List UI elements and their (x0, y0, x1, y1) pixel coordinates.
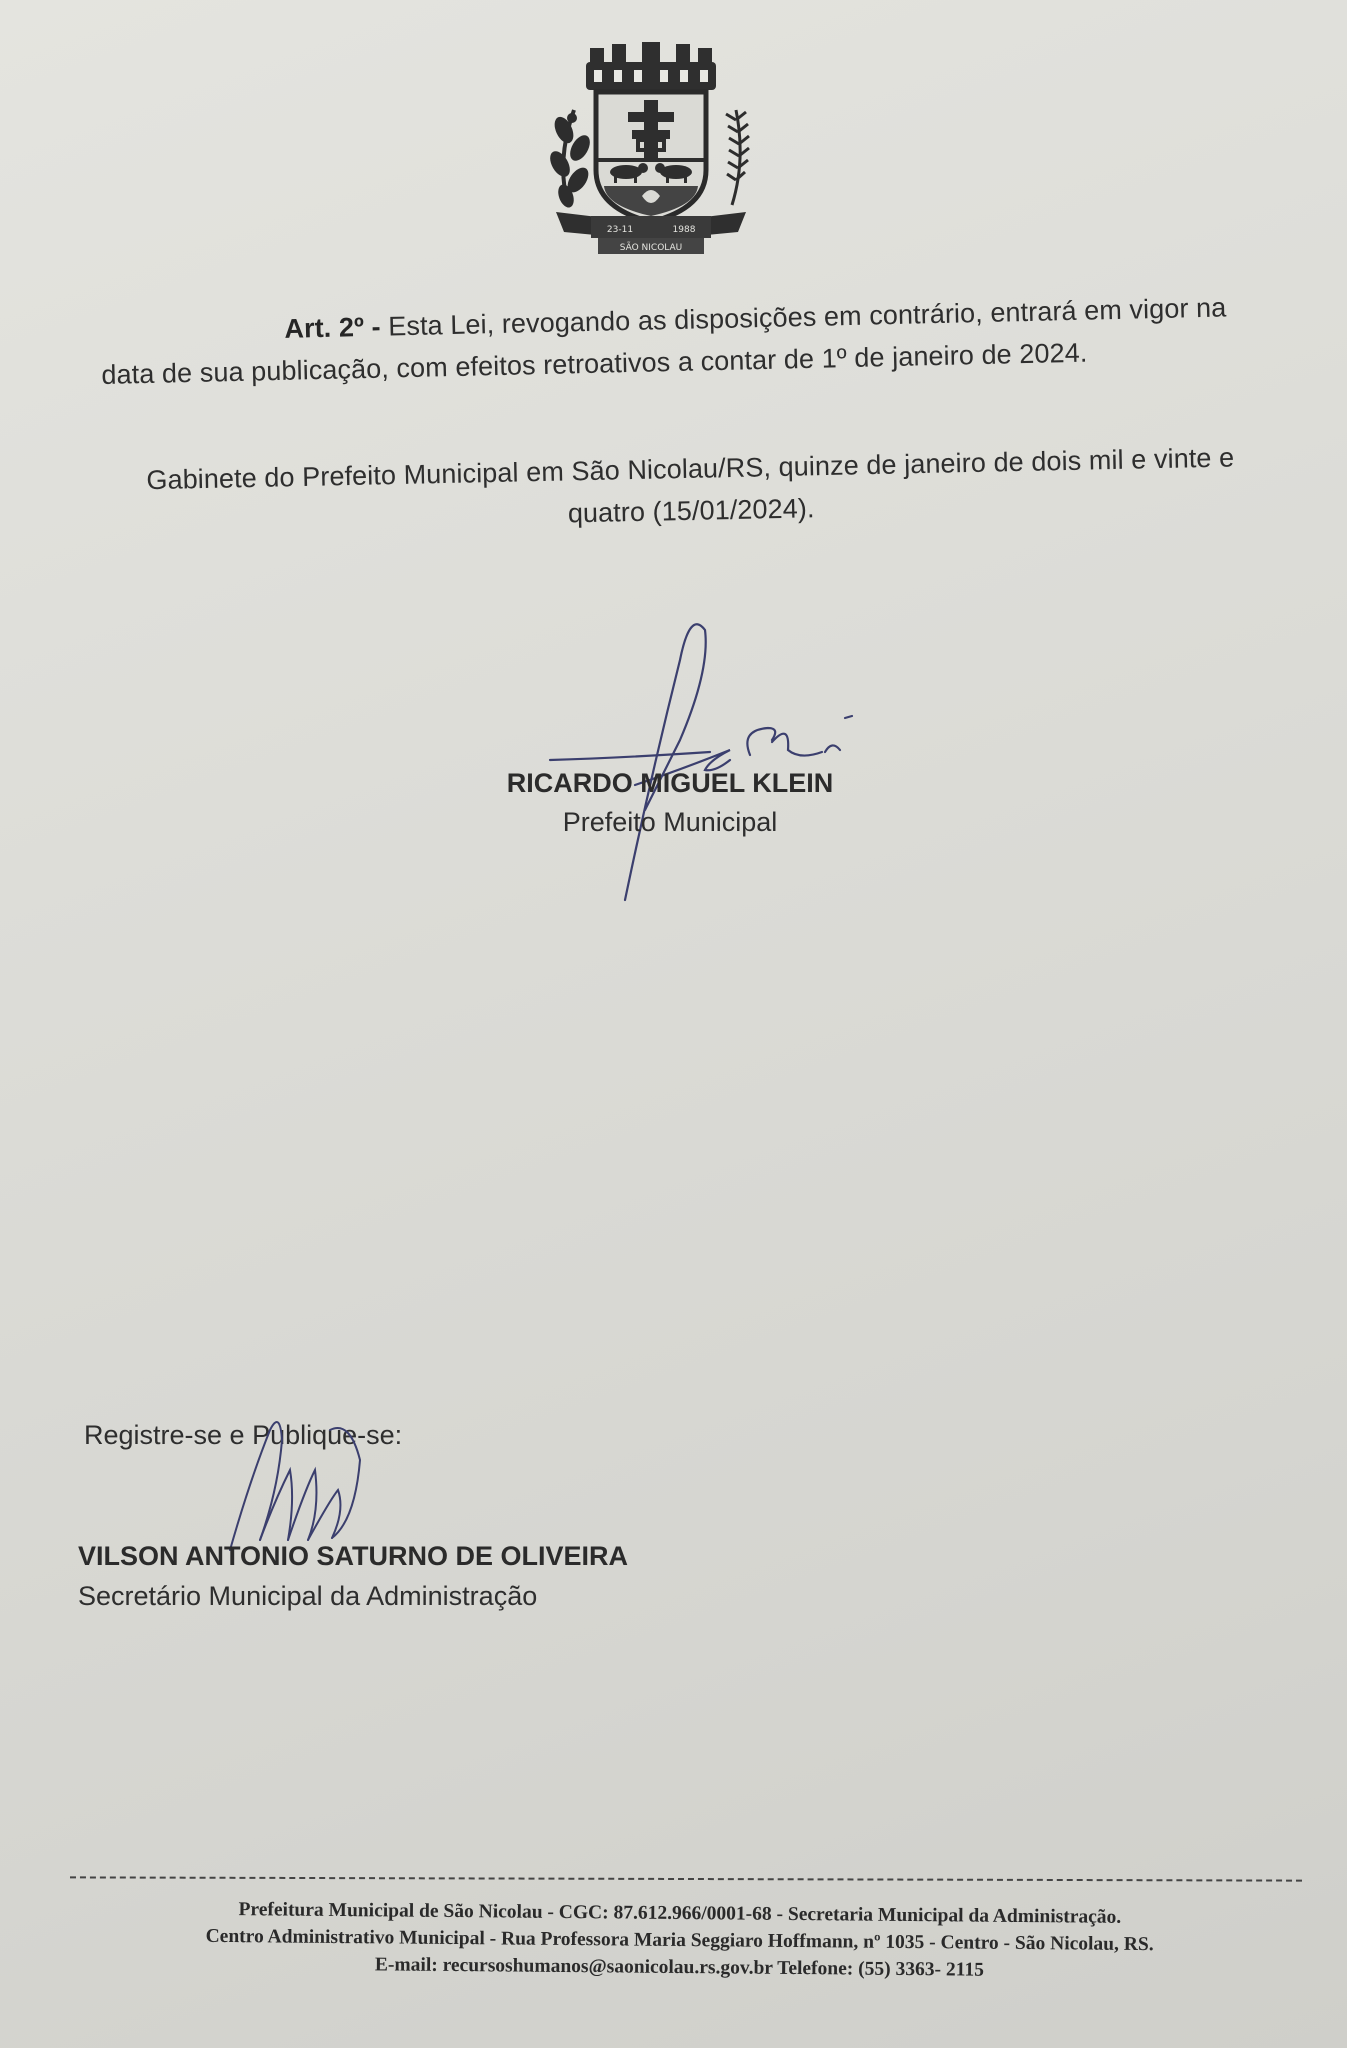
right-branch (726, 110, 749, 205)
crest-ribbon-name: SÃO NICOLAU (619, 243, 683, 253)
article-text-line1: Esta Lei, revogando as disposições em contrário, entrará em vigor na (387, 292, 1227, 342)
mayor-signature-block (480, 764, 880, 842)
crest-ribbon (556, 212, 746, 254)
mayor-handwritten-signature (540, 610, 880, 910)
letterhead-footer (89, 1895, 1270, 1986)
crest-date-left: 23-11 (606, 225, 634, 235)
mayor-title: Prefeito Municipal (562, 807, 778, 837)
registry-text: Registre-se e Publique-se: (84, 1420, 403, 1450)
mayor-name: RICARDO MIGUEL KLEIN (506, 768, 834, 798)
left-branch (546, 110, 594, 210)
footer-line2: Centro Administrativo Municipal - Rua Professora Maria Seggiaro Hoffmann, nº 1035 - Centro - São Nicolau, RS. (205, 1925, 1154, 1956)
footer-line3: E-mail: recursoshumanos@saonicolau.rs.gov.br Telefone: (55) 3363- 2115 (374, 1954, 984, 1981)
closing-line1: Gabinete do Prefeito Municipal em São Nicolau/RS, quinze de janeiro de dois mil e vinte e (146, 442, 1235, 496)
closing-line2: quatro (15/01/2024). (567, 493, 815, 529)
secretary-signature-block (78, 1536, 628, 1616)
municipal-coat-of-arms (546, 40, 756, 255)
crest-year-right: 1988 (672, 225, 696, 235)
secretary-name: VILSON ANTONIO SATURNO DE OLIVEIRA (78, 1541, 629, 1571)
closing-paragraph (110, 436, 1272, 544)
article-label: Art. 2º - (284, 311, 382, 344)
footer-divider (70, 1876, 1302, 1881)
secretary-title: Secretário Municipal da Administração (78, 1581, 538, 1611)
article-2-paragraph (100, 285, 1272, 396)
article-text-line2: data de sua publicação, com efeitos retroativos a contar de 1º de janeiro de 2024. (101, 337, 1088, 390)
mural-crown (586, 42, 716, 90)
footer-line1: Prefeitura Municipal de São Nicolau - CGC: 87.612.966/0001-68 - Secretaria Municipal da Administração. (238, 1899, 1122, 1928)
